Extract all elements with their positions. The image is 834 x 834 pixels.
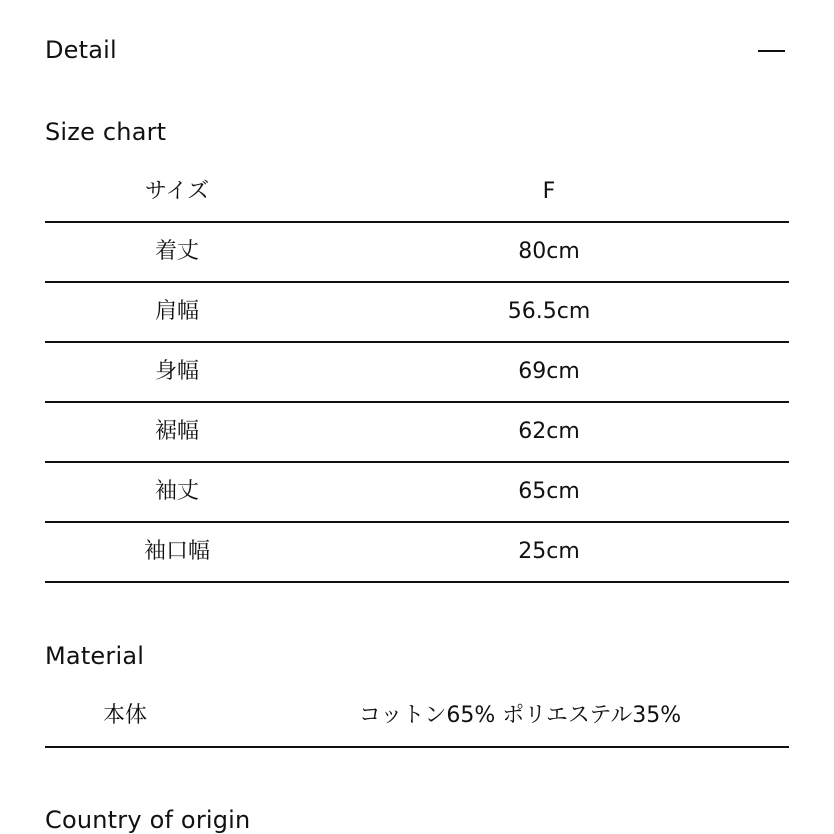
size-row-label: 身幅: [154, 359, 199, 384]
size-row-value: 69cm: [518, 359, 580, 384]
table-row: [45, 403, 789, 463]
table-row: [45, 223, 789, 283]
size-row-label: 袖口幅: [143, 539, 210, 564]
material-row: [45, 686, 789, 748]
table-row: [45, 283, 789, 343]
table-row: [45, 343, 789, 403]
country-of-origin-title: Country of origin: [45, 806, 251, 834]
material-title: Material: [45, 642, 145, 670]
table-row: [45, 463, 789, 523]
size-row-label: 裾幅: [154, 419, 199, 444]
minus-icon[interactable]: [752, 35, 790, 65]
size-row-label: 袖丈: [154, 479, 199, 504]
size-row-value: 65cm: [518, 479, 580, 504]
size-header-label: サイズ: [144, 179, 210, 204]
detail-title: Detail: [45, 36, 117, 64]
size-header-value: F: [542, 179, 556, 204]
table-row: [45, 523, 789, 583]
size-row-value: 80cm: [518, 239, 580, 264]
size-row-label: 着丈: [154, 239, 199, 264]
size-chart-table: [45, 163, 789, 583]
size-row-value: 25cm: [518, 539, 580, 564]
size-row-label: 肩幅: [154, 299, 199, 324]
size-row-value: 62cm: [518, 419, 580, 444]
size-chart-header-row: [45, 163, 789, 223]
material-row-label: 本体: [102, 703, 147, 728]
minus-icon-bar: [758, 50, 785, 52]
size-row-value: 56.5cm: [507, 299, 591, 324]
material-row-value: コットン65% ポリエステル35%: [358, 703, 682, 728]
size-chart-title: Size chart: [45, 118, 167, 146]
